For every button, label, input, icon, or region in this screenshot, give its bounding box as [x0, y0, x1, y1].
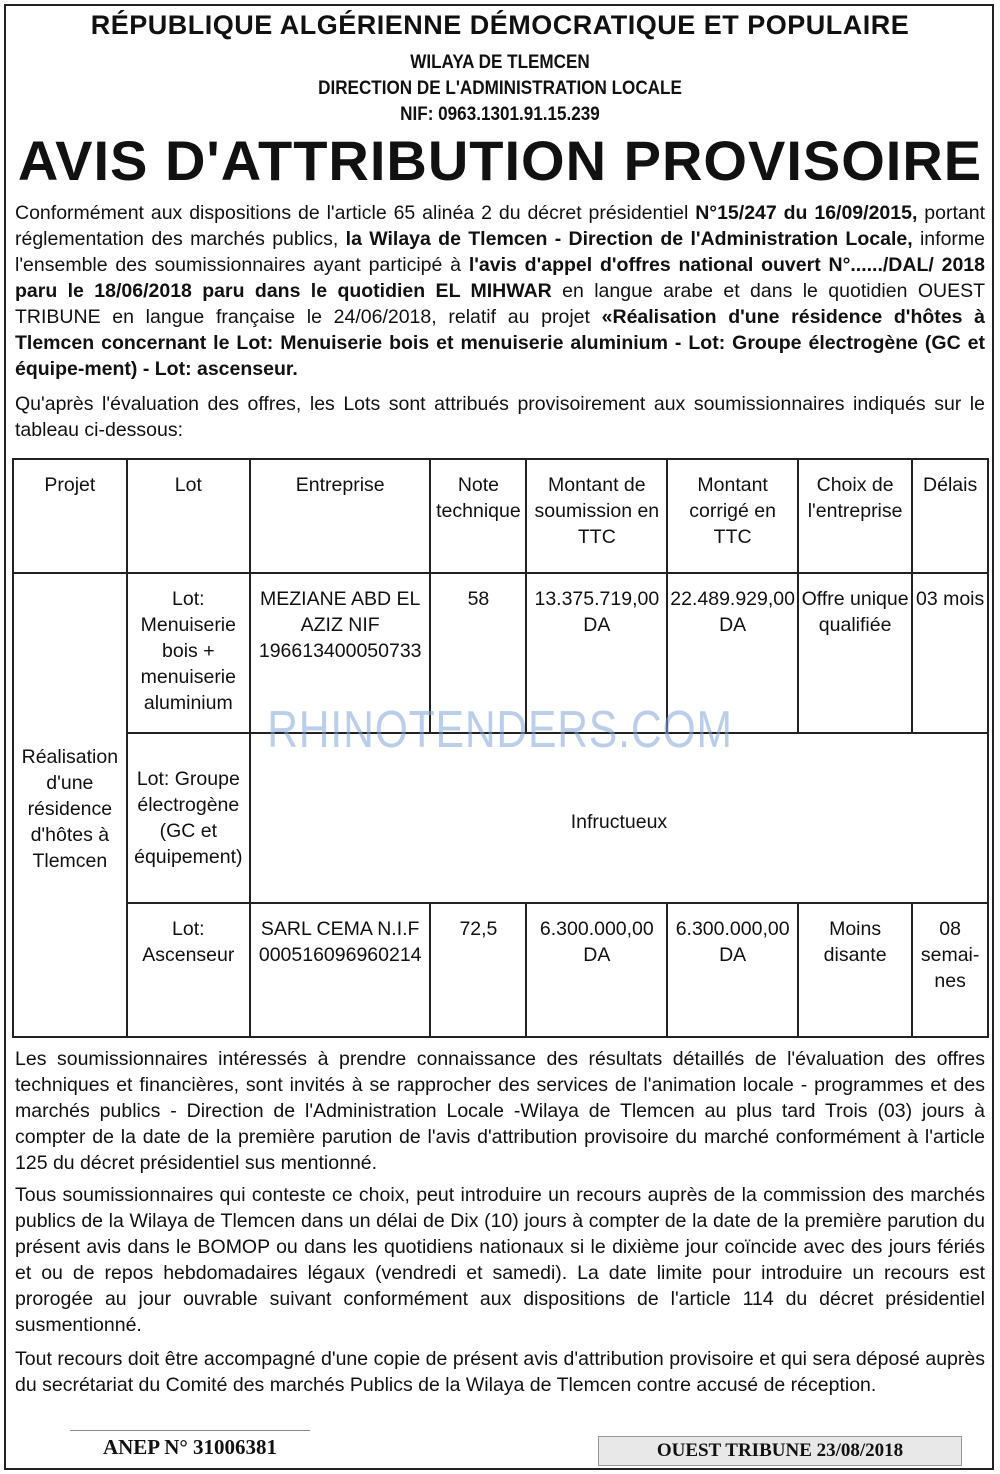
header-corrige: Montant corrigé en TTC [667, 459, 798, 573]
delais-cell: 08 semai-nes [912, 903, 988, 1037]
intro-paragraph-2: Qu'après l'évaluation des offres, les Lots sont attribués provisoirement aux soumissionnaires indiqués sur le tableau ci-dessous: [15, 393, 985, 441]
corrige-cell: 6.300.000,00 DA [667, 903, 798, 1037]
lot-cell: Lot: Ascenseur [127, 903, 250, 1037]
corrige-cell: 22.489.929,00 DA [667, 573, 798, 733]
intro-text-3: informe l'ensemble des soumissionnaires ayant participé à [15, 228, 985, 276]
header-projet: Projet [13, 459, 127, 573]
header-entreprise: Entreprise [250, 459, 431, 573]
infructueux-cell: Infructueux [250, 733, 988, 903]
anep-reference: ANEP N° 31006381 [70, 1430, 310, 1465]
intro-text-2: portant réglementation des marchés publics, [15, 202, 985, 250]
intro-text-4: en langue arabe et dans le quotidien OUEST TRIBUNE en langue française le 24/06/2018, relatif au projet [15, 280, 985, 328]
republic-heading: RÉPUBLIQUE ALGÉRIENNE DÉMOCRATIQUE ET POPULAIRE [90, 10, 910, 40]
header-lot: Lot [127, 459, 250, 573]
projet-cell: Réalisation d'une résidence d'hôtes à Tlemcen [13, 573, 127, 1037]
intro-authority: la Wilaya de Tlemcen - Direction de l'Administration Locale, [345, 228, 913, 250]
delais-cell: 03 mois [912, 573, 988, 733]
publication-stamp: OUEST TRIBUNE 23/08/2018 [598, 1436, 962, 1466]
choix-cell: Moins disante [798, 903, 912, 1037]
lot-cell: Lot: Menuiserie bois + menuiserie aluminium [127, 573, 250, 733]
watermark: RHINOTENDERS.COM [267, 701, 733, 759]
wilaya-heading: WILAYA DE TLEMCEN [410, 52, 590, 73]
note-cell: 72,5 [430, 903, 526, 1037]
choix-cell: Offre unique qualifiée [798, 573, 912, 733]
table-row [13, 903, 988, 1037]
deposit-paragraph: Tout recours doit être accompagné d'une copie de présent avis d'attribution provisoire et qui sera déposé auprès du secrétariat du Comité des marchés Publics de la Wilaya de Tlemcen contre accusé de réception. [15, 1348, 985, 1396]
montant-cell: 6.300.000,00 DA [526, 903, 667, 1037]
table-header-row [13, 459, 988, 573]
appeal-paragraph: Tous soumissionnaires qui conteste ce choix, peut introduire un recours auprès de la commission des marchés publics de la Wilaya de Tlemcen dans un délai de Dix (10) jours à compter de la date de la première parution du présent avis dans le BOMOP ou dans les quotidiens nationaux si le dixième jour coïncide avec des jours fériés et ou de repos hebdomadaires légaux (vendredi et samedi). La date limite pour introduire un recours est prorogée au jour ouvrable suivant conformément aux dispositions de l'article 114 du décret présidentiel susmentionné. [15, 1184, 985, 1336]
intro-decree: N°15/247 du 16/09/2015, [695, 202, 918, 224]
header-montant: Montant de soumission en TTC [526, 459, 667, 573]
header-delais: Délais [912, 459, 988, 573]
montant-cell: 13.375.719,00 DA [526, 573, 667, 733]
entreprise-cell: MEZIANE ABD EL AZIZ NIF 196613400050733 [250, 573, 431, 733]
header-choix: Choix de l'entreprise [798, 459, 912, 573]
lot-cell: Lot: Groupe électrogène (GC et équipement) [127, 733, 250, 903]
direction-heading: DIRECTION DE L'ADMINISTRATION LOCALE [318, 78, 682, 99]
intro-project: «Réalisation d'une résidence d'hôtes à Tlemcen concernant le Lot: Menuiserie bois et menuiserie aluminium - Lot: Groupe électrogène (GC et équipe-ment) - Lot: ascenseur. [15, 306, 986, 380]
results-paragraph: Les soumissionnaires intéressés à prendre connaissance des résultats détaillés de l'évaluation des offres techniques et financières, sont invités à se rapprocher des services de l'animation locale - programmes et des marchés publics - Direction de l'Administration Locale -Wilaya de Tlemcen au plus tard Trois (03) jours à compter de la date de la première parution de l'avis d'attribution provisoire du marché conformément à l'article 125 du décret présidentiel sus mentionné. [15, 1048, 985, 1174]
nif-heading: NIF: 0963.1301.91.15.239 [400, 104, 600, 125]
intro-tender-ref: l'avis d'appel d'offres national ouvert N°....../DAL/ 2018 paru le 18/06/2018 paru dans le quotidien EL MIHWAR [15, 254, 985, 302]
intro-text-1: Conformément aux dispositions de l'article 65 alinéa 2 du décret présidentiel [15, 202, 696, 224]
entreprise-cell: SARL CEMA N.I.F 000516096960214 [250, 903, 431, 1037]
notice-title: AVIS D'ATTRIBUTION PROVISOIRE [17, 129, 983, 192]
intro-paragraph [15, 200, 985, 382]
note-cell: 58 [430, 573, 526, 733]
header-note: Note technique [430, 459, 526, 573]
